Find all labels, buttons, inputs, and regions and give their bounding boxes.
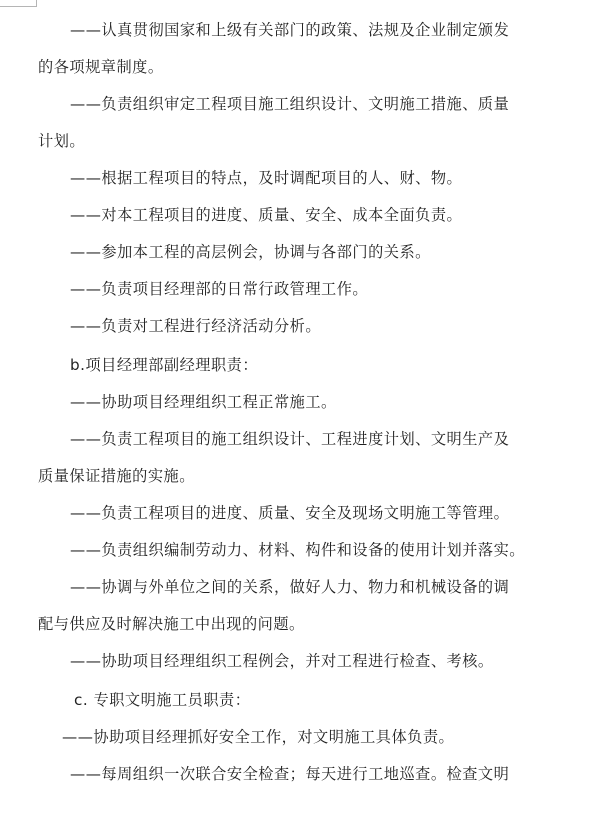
text-line: ——负责工程项目的进度、质量、安全及现场文明施工等管理。 (70, 504, 510, 522)
text-line: ——协调与外单位之间的关系，做好人力、物力和机械设备的调 (70, 578, 510, 596)
text-line: ——参加本工程的高层例会，协调与各部门的关系。 (70, 243, 431, 261)
text-line: ——每周组织一次联合安全检查；每天进行工地巡查。检查文明 (70, 765, 510, 783)
text-line: ——对本工程项目的进度、质量、安全、成本全面负责。 (70, 206, 463, 224)
page-corner-mark (36, 0, 37, 7)
text-line: 计划。 (38, 132, 86, 150)
text-line: ——负责工程项目的施工组织设计、工程进度计划、文明生产及 (70, 430, 510, 448)
section-heading: c. 专职文明施工员职责： (74, 691, 251, 709)
text-line: 质量保证措施的实施。 (38, 467, 195, 485)
text-line: ——协助项目经理抓好安全工作，对文明施工具体负责。 (62, 728, 455, 746)
text-line: ——协助项目经理组织工程正常施工。 (70, 393, 337, 411)
page-corner-mark (0, 6, 36, 7)
text-line: ——认真贯彻国家和上级有关部门的政策、法规及企业制定颁发 (70, 21, 510, 39)
text-line: 的各项规章制度。 (38, 58, 164, 76)
section-heading: b.项目经理部副经理职责： (70, 356, 259, 374)
text-line: ——负责组织编制劳动力、材料、构件和设备的使用计划并落实。 (70, 541, 525, 559)
text-line: ——负责组织审定工程项目施工组织设计、文明施工措施、质量 (70, 95, 510, 113)
text-line: ——协助项目经理组织工程例会，并对工程进行检查、考核。 (70, 652, 494, 670)
text-line: ——负责对工程进行经济活动分析。 (70, 317, 321, 335)
text-line: ——根据工程项目的特点，及时调配项目的人、财、物。 (70, 169, 463, 187)
text-line: 配与供应及时解决施工中出现的问题。 (38, 615, 305, 633)
text-line: ——负责项目经理部的日常行政管理工作。 (70, 280, 369, 298)
